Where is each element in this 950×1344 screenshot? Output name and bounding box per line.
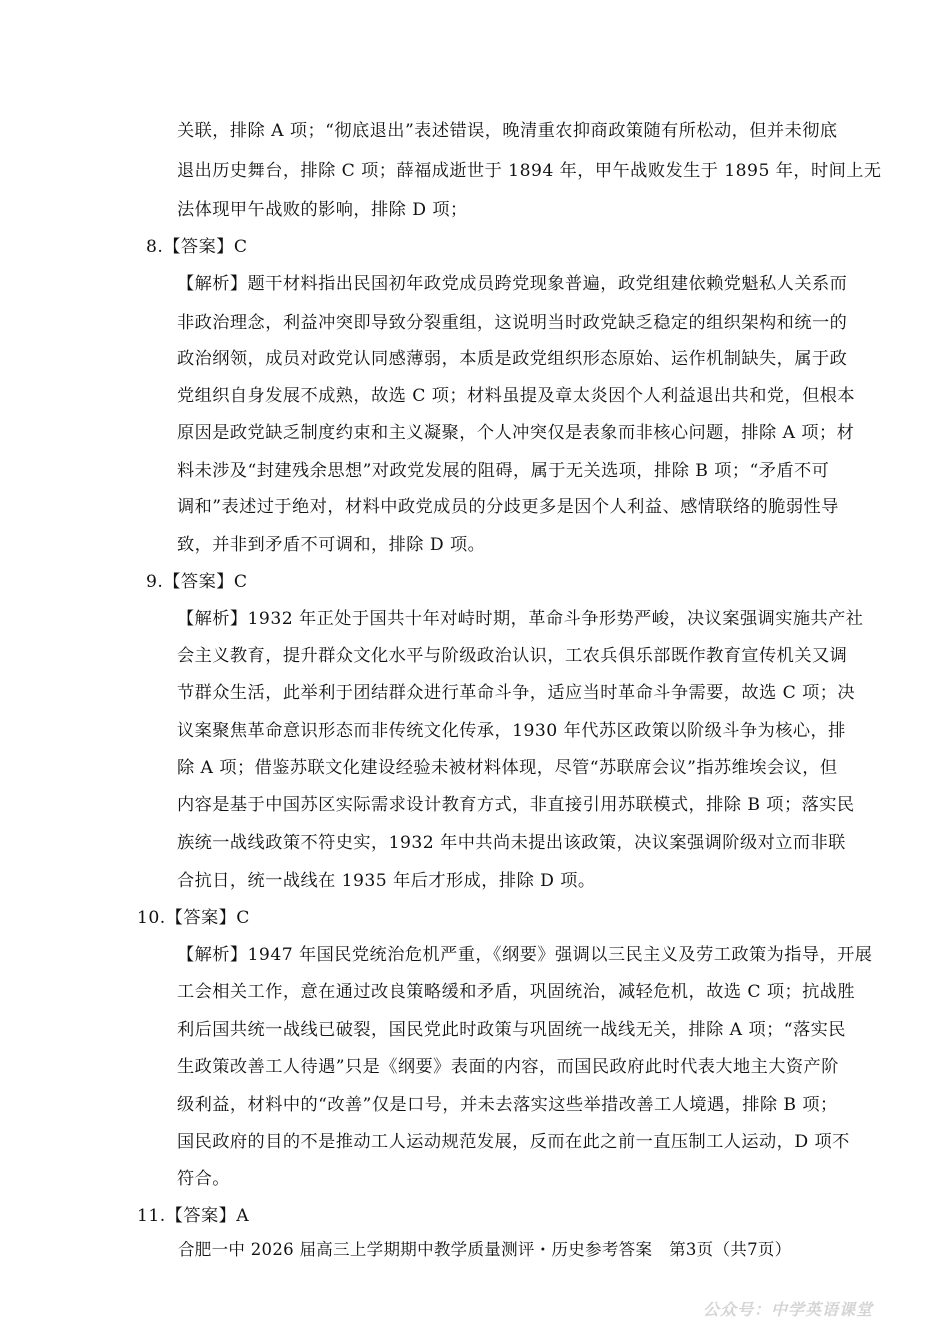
q8-analysis-line-3: 政治纲领，成员对政党认同感薄弱，本质是政党组织形态原始、运作机制缺失，属于政: [177, 349, 848, 369]
continuation-line-3: 法体现甲午战败的影响，排除 D 项；: [177, 200, 468, 220]
q8-analysis-line-1: 【解析】题干材料指出民国初年政党成员跨党现象普遍，政党组建依赖党魁私人关系而: [177, 274, 848, 294]
q9-analysis-line-5: 除 A 项；借鉴苏联文化建设经验未被材料体现，尽管“苏联席会议”指苏维埃会议，但: [177, 758, 838, 778]
q10-analysis-line-5: 级利益，材料中的“改善”仅是口号，并未去落实这些举措改善工人境遇，排除 B 项；: [177, 1095, 838, 1115]
q10-analysis-line-7: 符合。: [177, 1169, 230, 1189]
q9-analysis-line-8: 合抗日，统一战线在 1935 年后才形成，排除 D 项。: [177, 871, 596, 891]
q9-analysis-line-1: 【解析】1932 年正处于国共十年对峙时期，革命斗争形势严峻，决议案强调实施共产社: [177, 609, 864, 629]
q8-analysis-line-8: 致，并非到矛盾不可调和，排除 D 项。: [177, 535, 486, 555]
q9-analysis-line-4: 议案聚焦革命意识形态而非传统文化传承，1930 年代苏区政策以阶级斗争为核心，排: [177, 721, 846, 741]
q8-analysis-line-7: 调和”表述过于绝对，材料中政党成员的分歧更多是因个人利益、感情联络的脆弱性导: [177, 497, 839, 517]
continuation-line-2: 退出历史舞台，排除 C 项；薛福成逝世于 1894 年，甲午战败发生于 1895 年，时间上无: [177, 161, 882, 181]
q9-analysis-line-2: 会主义教育，提升群众文化水平与阶级政治认识，工农兵俱乐部既作教育宣传机关又调: [177, 646, 848, 666]
watermark-text: 公众号：中学英语课堂: [703, 1300, 874, 1319]
q8-analysis-line-2: 非政治理念，利益冲突即导致分裂重组，这说明当时政党缺乏稳定的组织架构和统一的: [177, 313, 848, 333]
q8-answer-heading: 8.【答案】C: [146, 237, 248, 257]
q8-analysis-line-4: 党组织自身发展不成熟，故选 C 项；材料虽提及章太炎因个人利益退出共和党，但根本: [177, 386, 856, 406]
q9-analysis-line-3: 节群众生活，此举利于团结群众进行革命斗争，适应当时革命斗争需要，故选 C 项；决: [177, 683, 856, 703]
q10-analysis-line-4: 生政策改善工人待遇”只是《纲要》表面的内容，而国民政府此时代表大地主大资产阶: [177, 1057, 839, 1077]
q10-analysis-line-3: 利后国共统一战线已破裂，国民党此时政策与巩固统一战线无关，排除 A 项；“落实民: [177, 1020, 846, 1040]
q8-analysis-line-6: 料未涉及“封建残余思想”对政党发展的阻碍，属于无关选项，排除 B 项；“矛盾不可: [177, 461, 830, 481]
q11-answer-heading: 11.【答案】A: [137, 1206, 250, 1226]
q9-answer-heading: 9.【答案】C: [146, 572, 248, 592]
q10-analysis-line-1: 【解析】1947 年国民党统治危机严重，《纲要》强调以三民主义及劳工政策为指导，开展: [177, 945, 873, 965]
q10-analysis-line-6: 国民政府的目的不是推动工人运动规范发展，反而在此之前一直压制工人运动，D 项不: [177, 1132, 850, 1152]
page-footer: 合肥一中 2026 届高三上学期期中教学质量测评・历史参考答案 第3页（共7页）: [178, 1240, 792, 1259]
continuation-line-1: 关联，排除 A 项；“彻底退出”表述错误，晚清重农抑商政策随有所松动，但并未彻底: [177, 121, 838, 141]
q8-analysis-line-5: 原因是政党缺乏制度约束和主义凝聚，个人冲突仅是表象而非核心问题，排除 A 项；材: [177, 423, 855, 443]
q9-analysis-line-7: 族统一战线政策不符史实，1932 年中共尚未提出该政策，决议案强调阶级对立而非联: [177, 833, 846, 853]
q10-answer-heading: 10.【答案】C: [137, 908, 250, 928]
q9-analysis-line-6: 内容是基于中国苏区实际需求设计教育方式，非直接引用苏联模式，排除 B 项；落实民: [177, 795, 855, 815]
q10-analysis-line-2: 工会相关工作，意在通过改良策略缓和矛盾，巩固统治，减轻危机，故选 C 项；抗战胜: [177, 982, 856, 1002]
